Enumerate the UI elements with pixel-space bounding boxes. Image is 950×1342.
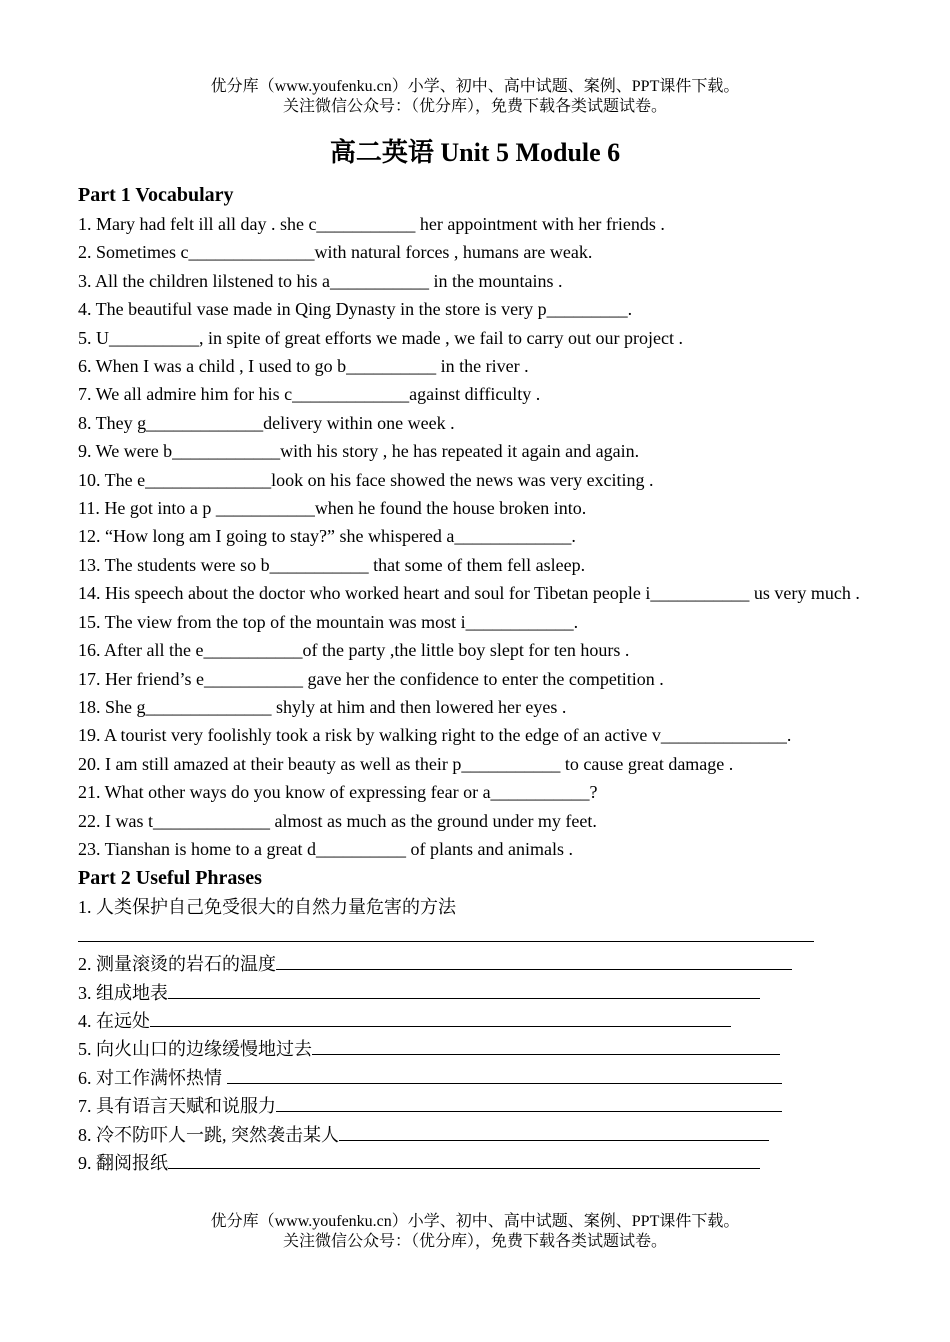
part2-heading: Part 2 Useful Phrases (78, 867, 262, 890)
vocab-item: 8. They g_____________delivery within one week . (78, 412, 455, 433)
page-header (0, 77, 950, 117)
header-line-1: 优分库（www.youfenku.cn）小学、初中、高中试题、案例、PPT课件下载。 (210, 78, 740, 95)
answer-line (78, 922, 873, 950)
vocab-item: 7. We all admire him for his c_____________against difficulty . (78, 384, 541, 405)
vocab-item: 17. Her friend’s e___________ gave her the confidence to enter the competition . (78, 668, 664, 689)
vocab-item: 9. We were b____________with his story , he has repeated it again and again. (78, 441, 640, 462)
answer-blank (312, 1036, 780, 1055)
vocab-item: 16. After all the e___________of the party ,the little boy slept for ten hours . (78, 640, 630, 661)
footer-line-2: 关注微信公众号：（优分库），免费下载各类试题试卷。 (282, 1233, 667, 1250)
phrase-item (78, 1007, 873, 1035)
answer-blank (150, 1008, 731, 1027)
phrases-list (78, 893, 873, 1177)
phrase-text: 2. 测量滚烫的岩石的温度 (78, 954, 276, 975)
footer-line-1: 优分库（www.youfenku.cn）小学、初中、高中试题、案例、PPT课件下载。 (210, 1213, 740, 1230)
answer-blank (339, 1122, 769, 1141)
vocab-item: 1. Mary had felt ill all day . she c___________ her appointment with her friends . (78, 214, 665, 234)
vocab-item: 21. What other ways do you know of expressing fear or a___________? (78, 782, 598, 803)
vocab-item: 22. I was t_____________ almost as much as the ground under my feet. (78, 810, 597, 831)
answer-blank (227, 1065, 782, 1084)
vocab-item: 13. The students were so b___________ that some of them fell asleep. (78, 554, 586, 575)
phrase-item (78, 1092, 873, 1120)
vocab-item: 23. Tianshan is home to a great d__________ of plants and animals . (78, 838, 573, 859)
phrase-text: 7. 具有语言天赋和说服力 (78, 1096, 276, 1117)
worksheet-body (78, 180, 873, 1177)
page-title: 高二英语 Unit 5 Module 6 (329, 138, 621, 167)
phrase-text: 1. 人类保护自己免受很大的自然力量危害的方法 (78, 897, 456, 918)
answer-blank (78, 923, 814, 942)
vocab-item: 19. A tourist very foolishly took a risk by walking right to the edge of an active v______________. (78, 725, 792, 746)
vocab-item: 20. I am still amazed at their beauty as well as their p___________ to cause great damage . (78, 753, 734, 774)
vocab-item: 14. His speech about the doctor who worked heart and soul for Tibetan people i___________ us very much . (78, 583, 860, 604)
page-footer (0, 1212, 950, 1252)
phrase-text: 9. 翻阅报纸 (78, 1152, 168, 1173)
vocab-item: 15. The view from the top of the mountain was most i____________. (78, 611, 579, 632)
phrase-item (78, 893, 873, 921)
vocab-item: 4. The beautiful vase made in Qing Dynasty in the store is very p_________. (78, 299, 633, 320)
phrase-item (78, 1149, 873, 1177)
vocab-item: 5. U__________, in spite of great efforts we made , we fail to carry out our project . (78, 327, 683, 348)
phrase-text: 6. 对工作满怀热情 (78, 1067, 227, 1088)
vocab-item: 10. The e______________look on his face showed the news was very exciting . (78, 469, 654, 490)
phrase-text: 8. 冷不防吓人一跳, 突然袭击某人 (78, 1124, 339, 1145)
vocab-item: 2. Sometimes c______________with natural forces , humans are weak. (78, 242, 593, 263)
answer-blank (168, 1150, 760, 1169)
vocab-item: 3. All the children lilstened to his a___________ in the mountains . (78, 270, 563, 291)
phrase-text: 5. 向火山口的边缘缓慢地过去 (78, 1039, 312, 1060)
phrase-text: 4. 在远处 (78, 1010, 150, 1031)
vocab-item: 12. “How long am I going to stay?” she whispered a_____________. (78, 526, 576, 547)
phrase-item (78, 1064, 873, 1092)
vocab-item: 6. When I was a child , I used to go b__________ in the river . (78, 356, 529, 377)
vocabulary-list (78, 210, 873, 863)
answer-blank (276, 951, 792, 970)
vocab-item: 11. He got into a p ___________when he found the house broken into. (78, 498, 587, 519)
part1-heading: Part 1 Vocabulary (78, 184, 234, 206)
phrase-item (78, 1035, 873, 1063)
header-line-2: 关注微信公众号：（优分库），免费下载各类试题试卷。 (282, 98, 667, 115)
phrase-item (78, 1121, 873, 1149)
answer-blank (276, 1093, 782, 1112)
phrase-item (78, 979, 873, 1007)
phrase-text: 3. 组成地表 (78, 982, 168, 1003)
vocab-item: 18. She g______________ shyly at him and then lowered her eyes . (78, 696, 567, 717)
phrase-item (78, 950, 873, 978)
answer-blank (168, 980, 760, 999)
